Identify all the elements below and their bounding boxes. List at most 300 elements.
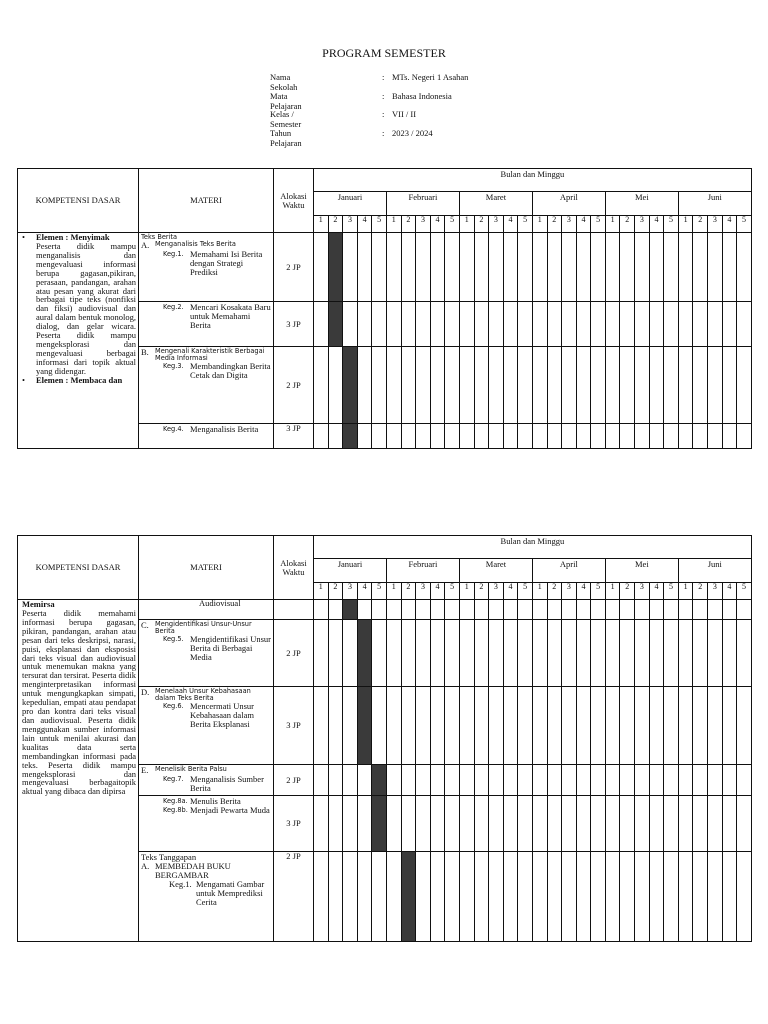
schedule-cell [678,600,693,620]
schedule-cell [518,347,533,424]
schedule-cell [620,852,635,942]
week-number: 3 [416,583,431,600]
week-number: 1 [459,216,474,233]
schedule-cell [357,765,372,796]
schedule-cell [664,424,679,449]
schedule-cell [503,620,518,687]
schedule-cell [343,796,358,852]
materi-cell [139,233,274,302]
schedule-cell [562,347,577,424]
schedule-cell [314,302,329,347]
alokasi-waktu: 3 JP [274,687,314,765]
week-number: 4 [649,216,664,233]
schedule-cell [372,424,387,449]
month-februari: Februari [386,192,459,216]
schedule-cell [401,620,416,687]
week-number: 5 [737,216,752,233]
schedule-cell-filled [401,852,416,942]
schedule-cell [591,765,606,796]
schedule-cell [343,620,358,687]
schedule-cell [459,852,474,942]
schedule-cell [547,600,562,620]
schedule-cell [635,424,650,449]
schedule-cell [605,765,620,796]
schedule-cell [737,687,752,765]
week-number: 2 [328,583,343,600]
schedule-cell [445,600,460,620]
schedule-cell [386,347,401,424]
week-number: 5 [445,216,460,233]
schedule-cell [620,424,635,449]
schedule-cell [503,765,518,796]
schedule-cell [328,424,343,449]
schedule-cell [328,347,343,424]
schedule-cell [518,765,533,796]
schedule-cell [620,765,635,796]
week-number: 5 [372,216,387,233]
schedule-cell [664,620,679,687]
week-number: 2 [620,216,635,233]
materi-cell [139,600,274,620]
alokasi-waktu: 2 JP [274,852,314,942]
schedule-cell [430,852,445,942]
schedule-cell [649,687,664,765]
schedule-cell [328,620,343,687]
schedule-cell [576,302,591,347]
schedule-cell [459,765,474,796]
materi-cell [139,765,274,796]
schedule-cell [314,765,329,796]
schedule-cell [416,852,431,942]
schedule-cell [737,424,752,449]
schedule-cell [416,600,431,620]
subtopic-title: MEMBEDAH BUKU BERGAMBAR [155,860,231,880]
info-label: Mata Pelajaran [270,90,302,111]
schedule-cell [635,600,650,620]
schedule-cell [445,765,460,796]
week-number: 4 [649,583,664,600]
subtopic-letter: E. [141,765,149,775]
schedule-cell [693,796,708,852]
alokasi-waktu: 3 JP [274,796,314,852]
schedule-cell [547,765,562,796]
schedule-cell [591,424,606,449]
kegiatan [163,362,271,380]
week-number: 3 [708,583,723,600]
schedule-cell [372,687,387,765]
subtopic-letter: A. [141,239,150,250]
schedule-cell [503,687,518,765]
schedule-cell [314,796,329,852]
schedule-cell [664,600,679,620]
schedule-cell [518,796,533,852]
schedule-cell [474,233,489,302]
schedule-cell [605,302,620,347]
schedule-cell [503,347,518,424]
schedule-cell [708,620,723,687]
schedule-cell [547,796,562,852]
month-mei: Mei [605,192,678,216]
schedule-cell [649,765,664,796]
schedule-cell [314,424,329,449]
schedule-cell-filled [357,620,372,687]
week-number: 3 [635,583,650,600]
schedule-cell [357,302,372,347]
schedule-cell [591,620,606,687]
info-value: 2023 / 2024 [392,127,433,138]
schedule-cell [547,424,562,449]
schedule-cell [708,796,723,852]
kegiatan-text: Mengamati Gambar untuk Memprediksi Cerita [196,878,265,907]
schedule-cell [386,852,401,942]
materi-section: Teks Tanggapan [141,852,197,862]
schedule-cell [386,620,401,687]
week-number: 1 [459,583,474,600]
schedule-cell-filled [343,424,358,449]
schedule-cell-filled [328,302,343,347]
schedule-cell [649,233,664,302]
program-table-1 [17,168,752,449]
info-label: Nama Sekolah [270,72,298,92]
week-number: 4 [503,216,518,233]
schedule-cell [708,852,723,942]
materi-cell [139,302,274,347]
schedule-cell [722,233,737,302]
schedule-cell [343,852,358,942]
schedule-cell [664,233,679,302]
schedule-cell-filled [357,687,372,765]
month-april: April [532,559,605,583]
schedule-cell [576,600,591,620]
schedule-cell [416,765,431,796]
schedule-cell [489,687,504,765]
header-alokasi-line1: Alokasi [280,190,307,201]
schedule-cell [693,233,708,302]
schedule-cell [649,852,664,942]
kegiatan-text: Menjadi Pewarta Muda [190,804,270,815]
header-alokasi-line2: Waktu [282,566,305,577]
schedule-cell [430,620,445,687]
schedule-cell [401,796,416,852]
schedule-cell [664,852,679,942]
week-number: 4 [430,216,445,233]
schedule-cell [635,765,650,796]
kegiatan-code: Keg.8b. [163,805,188,814]
week-number: 3 [416,216,431,233]
materi-continued: Audiovisual [199,599,241,608]
schedule-cell [708,687,723,765]
schedule-cell [489,620,504,687]
schedule-cell [635,852,650,942]
week-number: 1 [532,583,547,600]
week-number: 5 [518,583,533,600]
schedule-cell [372,302,387,347]
schedule-cell [474,687,489,765]
kegiatan [163,806,271,815]
subtopic-title: Mengenali Karakteristik Berbagai Media Informasi [155,347,265,362]
schedule-cell [445,302,460,347]
schedule-cell [372,347,387,424]
schedule-cell [532,620,547,687]
week-number: 2 [693,216,708,233]
schedule-cell [562,687,577,765]
schedule-cell [605,347,620,424]
materi-subtopic [141,348,271,362]
schedule-cell [620,600,635,620]
schedule-cell [591,687,606,765]
week-number: 4 [576,583,591,600]
header-kompetensi-dasar: KOMPETENSI DASAR [18,169,139,233]
week-number: 2 [693,583,708,600]
week-number: 5 [445,583,460,600]
schedule-cell [489,852,504,942]
schedule-cell [518,233,533,302]
schedule-cell [620,796,635,852]
schedule-cell [503,796,518,852]
schedule-cell [489,424,504,449]
header-materi: MATERI [139,169,274,233]
schedule-cell [591,347,606,424]
kd-heading: Memirsa [22,599,55,609]
schedule-cell [503,424,518,449]
schedule-cell [401,347,416,424]
schedule-cell [737,852,752,942]
schedule-cell [489,347,504,424]
week-number: 1 [678,216,693,233]
schedule-cell [708,347,723,424]
week-number: 4 [576,216,591,233]
alokasi-waktu [274,600,314,620]
schedule-cell [357,852,372,942]
schedule-cell [459,600,474,620]
schedule-cell [357,600,372,620]
header-kompetensi-dasar: KOMPETENSI DASAR [18,536,139,600]
schedule-cell [693,687,708,765]
subtopic-letter: B. [141,347,149,357]
schedule-cell [532,600,547,620]
week-number: 4 [722,216,737,233]
schedule-cell [562,424,577,449]
week-number: 5 [591,216,606,233]
month-januari: Januari [314,559,387,583]
schedule-cell [591,852,606,942]
schedule-cell-filled [343,347,358,424]
schedule-cell [693,765,708,796]
schedule-cell [314,600,329,620]
schedule-cell [459,233,474,302]
schedule-cell [518,600,533,620]
schedule-cell [576,765,591,796]
schedule-cell [576,424,591,449]
week-number: 2 [328,216,343,233]
schedule-cell [532,233,547,302]
schedule-cell [459,347,474,424]
schedule-cell [416,796,431,852]
alokasi-waktu: 3 JP [274,302,314,347]
schedule-cell [357,796,372,852]
schedule-cell [328,687,343,765]
schedule-cell [737,765,752,796]
week-number: 3 [562,216,577,233]
schedule-cell [678,424,693,449]
schedule-cell [518,852,533,942]
alokasi-waktu: 2 JP [274,620,314,687]
schedule-cell [372,852,387,942]
program-table-2 [17,535,752,942]
schedule-cell [693,302,708,347]
schedule-cell [635,302,650,347]
schedule-cell [678,620,693,687]
schedule-cell [532,852,547,942]
schedule-cell [430,600,445,620]
schedule-cell [416,347,431,424]
subtopic-title: Menelisik Berita Palsu [155,765,227,773]
schedule-cell [459,302,474,347]
week-number: 4 [430,583,445,600]
info-colon: : [382,109,385,119]
schedule-cell [343,765,358,796]
schedule-cell [576,687,591,765]
schedule-cell [722,424,737,449]
schedule-cell [328,600,343,620]
month-mei: Mei [605,559,678,583]
schedule-cell [459,620,474,687]
month-juni: Juni [678,192,751,216]
schedule-cell [459,424,474,449]
schedule-cell [503,233,518,302]
schedule-cell [386,302,401,347]
schedule-cell [459,687,474,765]
header-alokasi-line1: Alokasi [280,557,307,568]
kegiatan [163,702,271,729]
schedule-cell [386,424,401,449]
schedule-cell [664,347,679,424]
schedule-cell [693,600,708,620]
materi-cell [139,687,274,765]
schedule-cell [401,765,416,796]
schedule-cell [664,687,679,765]
schedule-cell [649,600,664,620]
schedule-cell [678,302,693,347]
schedule-cell [649,796,664,852]
schedule-cell [620,302,635,347]
schedule-cell [489,233,504,302]
week-number: 5 [664,216,679,233]
schedule-cell [722,687,737,765]
schedule-cell [562,765,577,796]
week-number: 1 [314,216,329,233]
schedule-cell [722,302,737,347]
schedule-cell [489,796,504,852]
schedule-cell [620,347,635,424]
materi-cell [139,347,274,424]
schedule-cell [430,687,445,765]
schedule-cell [357,233,372,302]
week-number: 5 [737,583,752,600]
schedule-cell [635,620,650,687]
schedule-cell [518,302,533,347]
schedule-cell [576,233,591,302]
schedule-cell [576,347,591,424]
schedule-cell [386,765,401,796]
schedule-cell [708,765,723,796]
month-maret: Maret [459,192,532,216]
schedule-cell [503,302,518,347]
kegiatan [163,250,271,277]
schedule-cell [372,233,387,302]
schedule-cell [678,687,693,765]
schedule-cell [547,347,562,424]
materi-cell [139,852,274,942]
schedule-cell [562,233,577,302]
schedule-cell [605,687,620,765]
kegiatan-text: Mencermati Unsur Kebahasaan dalam Berita Eksplanasi [190,700,254,729]
schedule-cell [416,687,431,765]
schedule-cell [430,765,445,796]
kegiatan [169,880,271,907]
materi-subtopic [141,688,271,702]
alokasi-waktu: 2 JP [274,233,314,302]
schedule-cell [693,852,708,942]
schedule-cell [649,302,664,347]
schedule-cell [474,600,489,620]
kegiatan-code: Keg.4. [163,425,184,433]
week-number: 3 [635,216,650,233]
info-value: Bahasa Indonesia [392,90,452,101]
schedule-cell [357,424,372,449]
week-number: 3 [343,216,358,233]
schedule-cell [445,687,460,765]
schedule-cell [474,302,489,347]
page-title: PROGRAM SEMESTER [322,46,446,60]
schedule-cell [620,233,635,302]
schedule-cell [386,233,401,302]
subtopic-letter: D. [141,687,150,697]
materi-subtopic [141,621,271,635]
week-number: 1 [386,216,401,233]
schedule-cell [532,302,547,347]
week-number: 2 [547,216,562,233]
schedule-cell [605,600,620,620]
kd-heading [22,376,136,385]
schedule-cell [737,233,752,302]
schedule-cell [532,687,547,765]
schedule-cell [445,424,460,449]
schedule-cell [445,233,460,302]
info-label: Kelas / Semester [270,109,302,129]
schedule-cell [489,600,504,620]
kegiatan-text: Menulis Berita [190,796,241,806]
week-number: 4 [357,583,372,600]
kegiatan-text: Menganalisis Sumber Berita [190,773,264,793]
schedule-cell [737,347,752,424]
week-number: 1 [605,583,620,600]
schedule-cell [664,765,679,796]
info-colon: : [382,90,385,101]
alokasi-waktu: 2 JP [274,347,314,424]
schedule-cell [737,600,752,620]
kegiatan-text: Mencari Kosakata Baru untuk Memahami Berita [190,302,271,330]
schedule-cell [737,302,752,347]
schedule-cell [649,424,664,449]
schedule-cell [386,600,401,620]
schedule-cell [474,347,489,424]
schedule-cell [562,852,577,942]
schedule-cell [401,424,416,449]
schedule-cell [708,600,723,620]
schedule-cell [503,852,518,942]
schedule-cell [474,765,489,796]
